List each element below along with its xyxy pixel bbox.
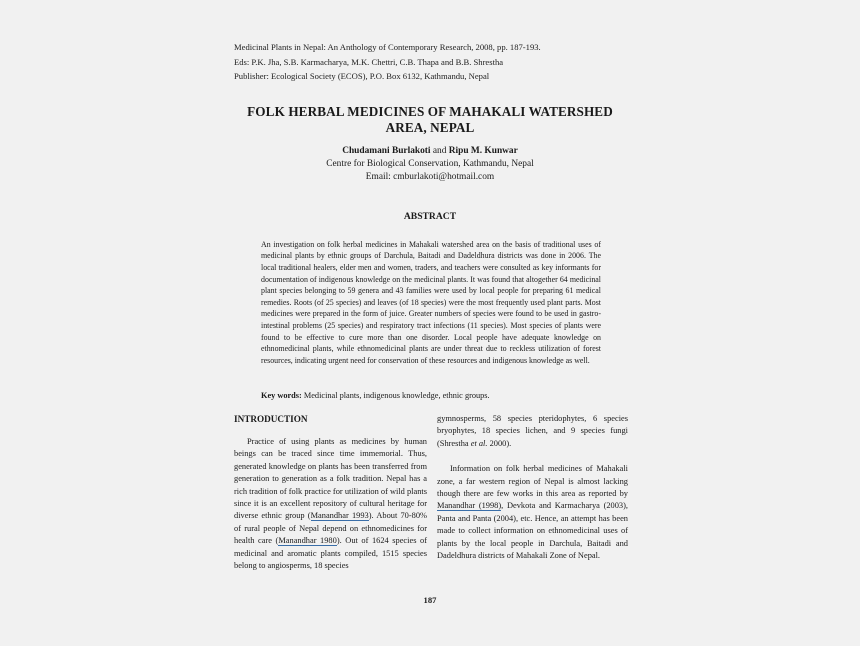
citation-link-manandhar-1998[interactable]: Manandhar (1998) <box>437 501 502 511</box>
section-heading-introduction: INTRODUCTION <box>234 414 308 424</box>
author-names <box>220 145 640 158</box>
affiliation: Centre for Biological Conservation, Kathmandu, Nepal <box>326 159 534 169</box>
right-column <box>437 413 628 562</box>
intro-paragraph-1 <box>234 436 427 572</box>
author-block <box>220 145 640 184</box>
author-conjunction: and <box>432 146 447 156</box>
intro-paragraph-1-continued <box>437 413 628 450</box>
abstract-text: An investigation on folk herbal medicines in Mahakali watershed area on the basis of traditional uses of medicinal plants by ethnic groups of Darchula, Baitadi and Dadeldhura districts was done in 2006. The local traditional healers, elder men and women, traders, and teachers were consulted as key informants for documentation of indigenous knowledge on the medicinal plants. It was found that altogether 64 medicinal plant species belonging to 59 genera and 43 families were used by local people for preparing 61 medical remedies. Roots (of 25 species) and leaves (of 18 species) were the most frequently used plant parts. Most medicines were prepared in the form of juice. Greater numbers of species were found to be used in gastro-intestinal problems (25 species) and respiratory tract infections (11 species). Most species of plants were found to be effective to cure more than one disorder. Local people have adequate knowledge on ethnomedicinal plants, while ethnomedicinal plants are under threat due to reckless utilization of forest resources, indicating urgent need for conservation of these resources and indigenous knowledge as well. <box>261 239 601 365</box>
intro-p1-text-b: ). About 70-80% of rural people of Nepal depend on ethnomedicines for health care ( <box>234 511 428 546</box>
header-line-citation: Medicinal Plants in Nepal: An Anthology of Contemporary Research, 2008, pp. 187-193. <box>234 42 541 52</box>
citation-link-manandhar-1980[interactable]: Manandhar 1980 <box>278 536 337 546</box>
intro-p1-text-a: Practice of using plants as medicines by human beings can be traced since time immemorial. Thus, generated knowledge on plants has been transferred from generation to generation as a folk tradition. Nepal has a rich tradition of folk practice for utilization of wild plants since it is an excellent repository of cultural heritage for diverse ethnic group ( <box>234 437 427 521</box>
keywords <box>261 390 601 402</box>
intro-p2-text-a: Information on folk herbal medicines of Mahakali zone, a far western region of Nepal is almost lacking though there are few works in this area as reported by <box>437 464 628 499</box>
intro-p1-cont-end: 2000). <box>487 438 512 448</box>
paragraph-gap <box>437 450 628 463</box>
intro-p1-cont-text: gymnosperms, 58 species pteridophytes, 6 species bryophytes, 18 species lichen, and 9 species fungi (Shrestha <box>437 414 628 448</box>
keywords-text: Medicinal plants, indigenous knowledge, ethnic groups. <box>303 391 490 400</box>
intro-paragraph-2 <box>437 463 628 562</box>
header-line-publisher: Publisher: Ecological Society (ECOS), P.O. Box 6132, Kathmandu, Nepal <box>234 71 490 81</box>
page-number: 187 <box>423 595 437 605</box>
header-line-editors: Eds: P.K. Jha, S.B. Karmacharya, M.K. Chettri, C.B. Thapa and B.B. Shrestha <box>234 56 504 67</box>
et-al: et al. <box>470 438 488 448</box>
title-line-1: FOLK HERBAL MEDICINES OF MAHAKALI WATERSHED <box>247 104 613 119</box>
keywords-label: Key words: <box>261 391 302 400</box>
publication-header <box>234 40 541 84</box>
author-2: Ripu M. Kunwar <box>448 146 518 156</box>
intro-p2-text-b: , Devkota and Karmacharya (2003), Panta and Panta (2004), etc. Hence, an attempt has been made to collect information on ethnomedicinal uses of plants by the local people in Darchula, Baitadi and Dadeldhura districts of Mahakali Zone of Nepal. <box>437 501 628 561</box>
author-1: Chudamani Burlakoti <box>342 146 431 156</box>
abstract-heading: ABSTRACT <box>403 211 457 222</box>
citation-link-manandhar-1993[interactable]: Manandhar 1993 <box>310 511 369 521</box>
title-line-2: AREA, NEPAL <box>385 119 475 135</box>
author-email: Email: cmburlakoti@hotmail.com <box>365 172 495 182</box>
paper-title <box>220 104 640 135</box>
left-column <box>234 413 427 572</box>
intro-p1-text-c: ). Out of 1624 species of medicinal and aromatic plants compiled, 1515 species belong to angiosperms, 18 species <box>234 536 427 571</box>
